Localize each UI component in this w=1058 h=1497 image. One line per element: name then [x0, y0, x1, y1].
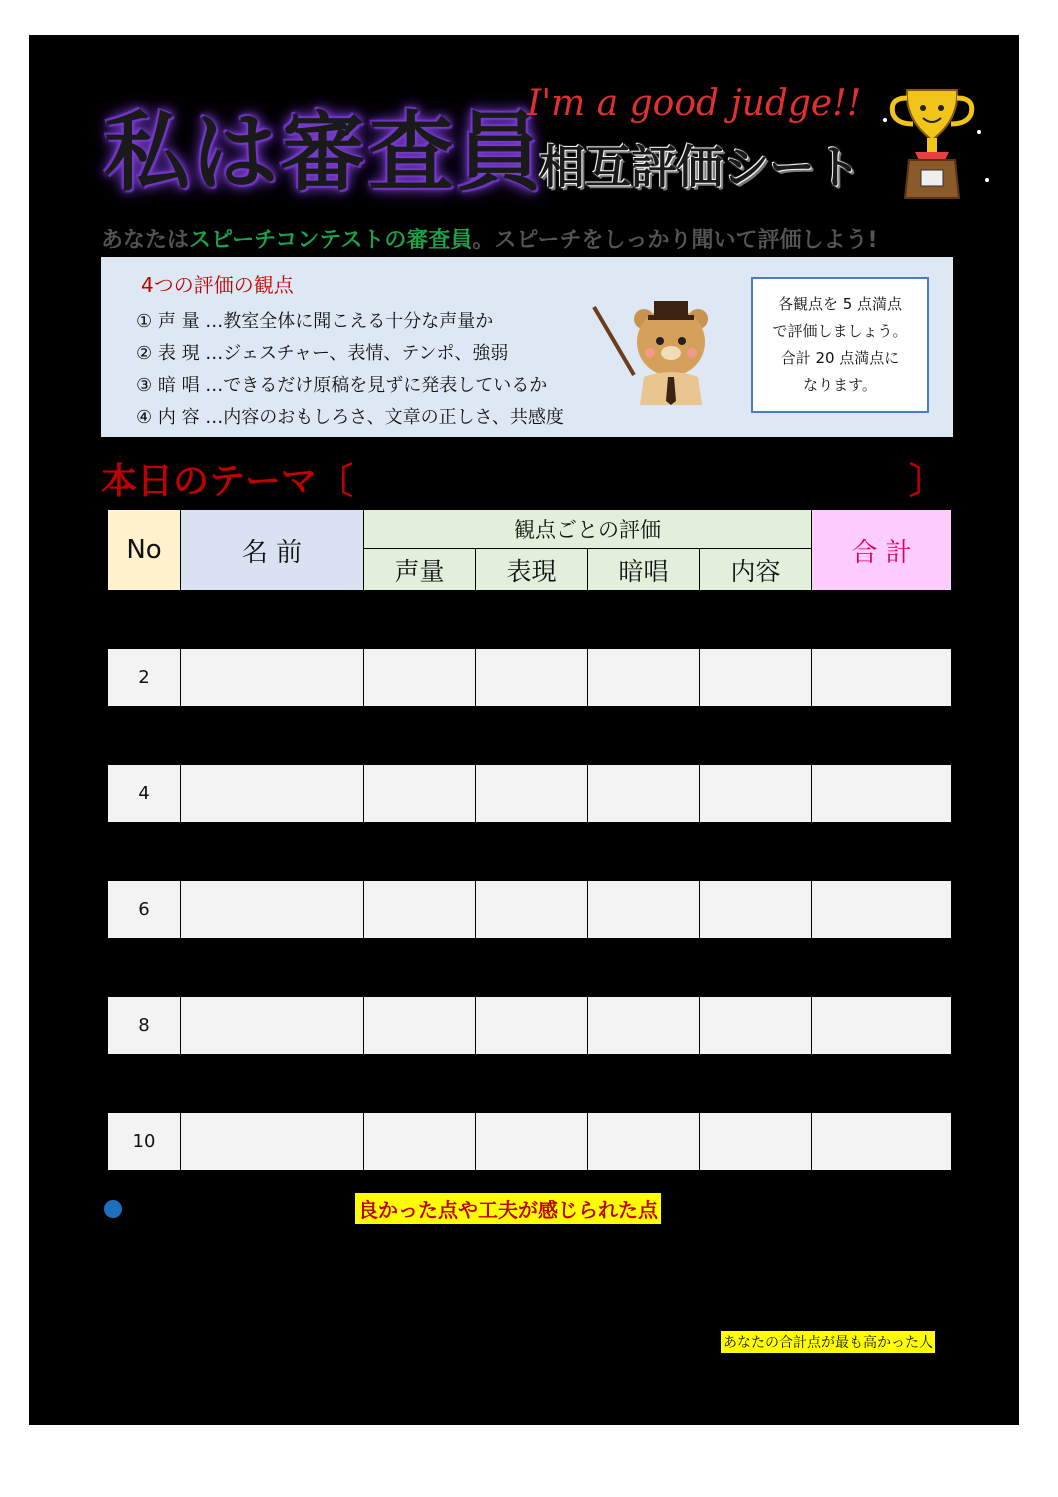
criteria-heading: 4つの評価の観点 — [141, 273, 294, 297]
table-row — [108, 591, 952, 649]
worksheet-page — [29, 35, 1019, 1425]
table-row: 2 — [108, 649, 952, 707]
theme-label: 本日のテーマ〔 — [101, 461, 354, 502]
criteria-panel — [101, 257, 953, 437]
table-row — [108, 939, 952, 997]
table-row — [108, 1055, 952, 1113]
bullet-icon — [104, 1200, 122, 1218]
theme-close-bracket: 〕 — [909, 461, 946, 502]
table-row: 4 — [108, 765, 952, 823]
criteria-item: ① 声 量 …教室全体に聞こえる十分な声量か — [136, 311, 494, 332]
col-no-header: No — [108, 510, 181, 591]
table-row — [108, 823, 952, 881]
table-row — [108, 707, 952, 765]
good-points-label: 良かった点や工夫が感じられた点 — [355, 1193, 661, 1224]
criteria-item: ④ 内 容 …内容のおもしろさ、文章の正しさ、共感度 — [136, 407, 564, 428]
trophy-icon — [867, 80, 997, 205]
page-title: 私は審査員 — [104, 102, 544, 203]
criteria-item: ② 表 現 …ジェスチャー、表情、テンポ、強弱 — [136, 343, 509, 364]
col-name-header: 名 前 — [181, 510, 364, 591]
intro-text: あなたはスピーチコンテストの審査員。スピーチをしっかり聞いて評価しよう! — [101, 228, 878, 253]
bear-teacher-icon — [586, 297, 726, 407]
speech-bubble: 各観点を 5 点満点 で評価しましょう。 合計 20 点満点に なります。 — [751, 277, 929, 413]
evaluation-table — [107, 509, 952, 1171]
best-person-label: あなたの合計点が最も高かった人 — [721, 1331, 935, 1353]
criteria-item: ③ 暗 唱 …できるだけ原稿を見ずに発表しているか — [136, 375, 548, 396]
col-expression-header: 表現 — [476, 549, 588, 591]
table-row: 6 — [108, 881, 952, 939]
table-row: 8 — [108, 997, 952, 1055]
english-tagline: I'm a good judge!! — [527, 83, 862, 124]
col-volume-header: 声量 — [364, 549, 476, 591]
col-content-header: 内容 — [700, 549, 812, 591]
table-row: 10 — [108, 1113, 952, 1171]
col-total-header: 合 計 — [812, 510, 952, 591]
col-group-header: 観点ごとの評価 — [364, 510, 812, 549]
col-recitation-header: 暗唱 — [588, 549, 700, 591]
page-subtitle: 相互評価シート — [539, 140, 861, 194]
